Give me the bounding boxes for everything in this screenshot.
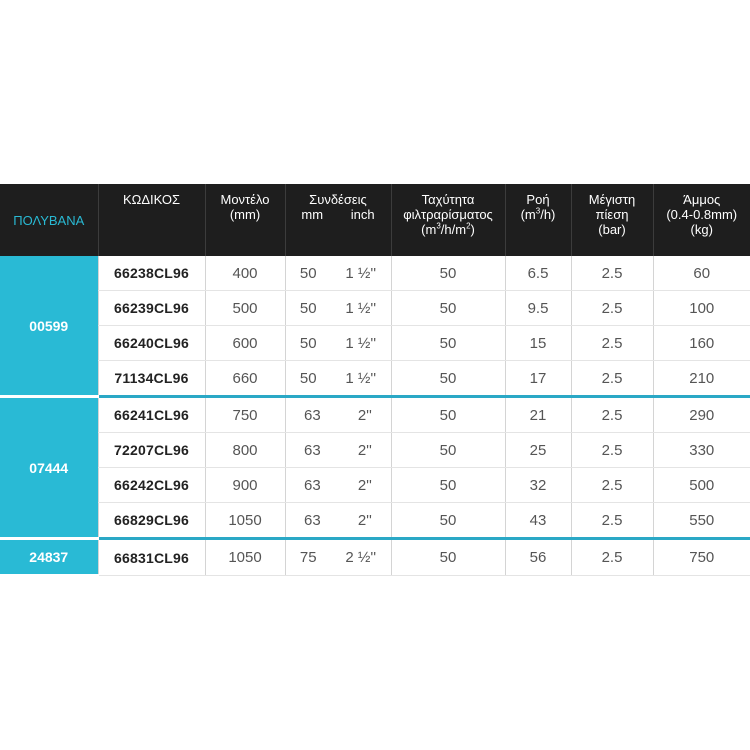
flow-header: Ροή $(m^3/h)$ <box>505 184 571 256</box>
sand-cell: 210 <box>653 361 750 397</box>
model-cell: 1050 <box>205 503 285 539</box>
table-row <box>0 539 750 576</box>
code-cell: 66242CL96 <box>98 468 205 503</box>
speed-cell: 50 <box>391 503 505 539</box>
model-cell: 800 <box>205 433 285 468</box>
code-cell: 66239CL96 <box>98 291 205 326</box>
code-cell: 66829CL96 <box>98 503 205 539</box>
code-cell: 66238CL96 <box>98 256 205 291</box>
flow-cell: 17 <box>505 361 571 397</box>
table-row <box>0 433 750 468</box>
spec-table <box>0 184 750 577</box>
model-header: Μοντέλο (mm) <box>205 184 285 256</box>
spec-table-wrapper <box>0 184 750 577</box>
table-row <box>0 256 750 291</box>
model-cell: 600 <box>205 326 285 361</box>
brand-header: ΠΟΛΥΒΑΝΑ <box>0 184 98 256</box>
flow-cell: 56 <box>505 539 571 576</box>
code-cell: 71134CL96 <box>98 361 205 397</box>
speed-cell: 50 <box>391 433 505 468</box>
table-row <box>0 326 750 361</box>
pressure-cell: 2.5 <box>571 361 653 397</box>
sand-cell: 330 <box>653 433 750 468</box>
pressure-header: Μέγιστη πίεση (bar) <box>571 184 653 256</box>
pressure-cell: 2.5 <box>571 433 653 468</box>
table-row <box>0 361 750 397</box>
header-row <box>0 184 750 256</box>
code-header: ΚΩΔΙΚΟΣ <box>98 184 205 256</box>
model-cell: 500 <box>205 291 285 326</box>
connection-cell: 50 1 ½'' <box>285 361 391 397</box>
model-cell: 900 <box>205 468 285 503</box>
flow-cell: 43 <box>505 503 571 539</box>
code-cell: 66241CL96 <box>98 397 205 433</box>
group-cell: 07444 <box>0 397 98 539</box>
sand-cell: 500 <box>653 468 750 503</box>
connection-cell: 63 2'' <box>285 468 391 503</box>
pressure-cell: 2.5 <box>571 539 653 576</box>
sand-cell: 750 <box>653 539 750 576</box>
flow-cell: 15 <box>505 326 571 361</box>
speed-cell: 50 <box>391 256 505 291</box>
connection-cell: 63 2'' <box>285 397 391 433</box>
sand-cell: 100 <box>653 291 750 326</box>
connection-cell: 50 1 ½'' <box>285 326 391 361</box>
flow-cell: 21 <box>505 397 571 433</box>
code-cell: 72207CL96 <box>98 433 205 468</box>
speed-cell: 50 <box>391 468 505 503</box>
pressure-cell: 2.5 <box>571 397 653 433</box>
speed-cell: 50 <box>391 539 505 576</box>
speed-cell: 50 <box>391 361 505 397</box>
flow-cell: 6.5 <box>505 256 571 291</box>
model-cell: 1050 <box>205 539 285 576</box>
sand-header: Άμμος (0.4-0.8mm) (kg) <box>653 184 750 256</box>
pressure-cell: 2.5 <box>571 503 653 539</box>
table-row <box>0 503 750 539</box>
connection-cell: 50 1 ½'' <box>285 256 391 291</box>
table-row <box>0 397 750 433</box>
pressure-cell: 2.5 <box>571 468 653 503</box>
sand-cell: 290 <box>653 397 750 433</box>
filter-speed-header: Ταχύτητα φιλτραρίσματος $(m^3/h/m^2)$ <box>391 184 505 256</box>
table-row <box>0 468 750 503</box>
connection-cell: 75 2 ½'' <box>285 539 391 576</box>
model-cell: 750 <box>205 397 285 433</box>
connection-cell: 50 1 ½'' <box>285 291 391 326</box>
code-cell: 66240CL96 <box>98 326 205 361</box>
flow-cell: 32 <box>505 468 571 503</box>
connections-header: Συνδέσεις mm inch <box>285 184 391 256</box>
flow-cell: 9.5 <box>505 291 571 326</box>
group-cell: 24837 <box>0 539 98 576</box>
connection-cell: 63 2'' <box>285 433 391 468</box>
pressure-cell: 2.5 <box>571 326 653 361</box>
speed-cell: 50 <box>391 397 505 433</box>
sand-cell: 160 <box>653 326 750 361</box>
sand-cell: 550 <box>653 503 750 539</box>
connection-cell: 63 2'' <box>285 503 391 539</box>
sand-cell: 60 <box>653 256 750 291</box>
flow-cell: 25 <box>505 433 571 468</box>
speed-cell: 50 <box>391 291 505 326</box>
model-cell: 400 <box>205 256 285 291</box>
pressure-cell: 2.5 <box>571 291 653 326</box>
pressure-cell: 2.5 <box>571 256 653 291</box>
code-cell: 66831CL96 <box>98 539 205 576</box>
group-cell: 00599 <box>0 256 98 397</box>
speed-cell: 50 <box>391 326 505 361</box>
table-row <box>0 291 750 326</box>
model-cell: 660 <box>205 361 285 397</box>
